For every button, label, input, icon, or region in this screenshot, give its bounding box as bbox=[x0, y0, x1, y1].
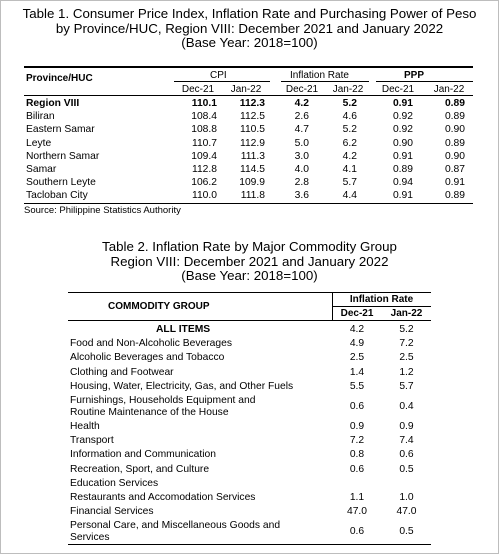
table2-cell: 0.5 bbox=[399, 463, 414, 475]
table2-cell: 0.6 bbox=[399, 449, 414, 461]
table2-row-name-line: Food and Non-Alcoholic Beverages bbox=[70, 338, 232, 350]
table1-row-name: Southern Leyte bbox=[26, 177, 96, 189]
table1-cell: 110.1 bbox=[191, 98, 217, 109]
table1-cell: 0.91 bbox=[444, 177, 465, 189]
table2-row-name-line: Personal Care, and Miscellaneous Goods and bbox=[70, 520, 281, 532]
table2-inflation-header: Inflation Rate bbox=[349, 294, 414, 305]
table1-row-name: Leyte bbox=[26, 137, 52, 149]
table1-cell: 106.2 bbox=[191, 177, 217, 189]
table2-cell: 1.4 bbox=[349, 366, 365, 378]
table2-row-name-line: ALL ITEMS bbox=[156, 324, 211, 335]
table1-cell: 110.7 bbox=[191, 137, 217, 149]
table2-row-name bbox=[70, 478, 318, 490]
table2-row-name bbox=[70, 435, 318, 447]
table1-row bbox=[24, 151, 473, 163]
table1-cell: 5.2 bbox=[342, 98, 357, 109]
table2-row-name-line: Services bbox=[70, 532, 110, 544]
table1-row-name: Samar bbox=[26, 164, 57, 175]
table2-cell: 0.6 bbox=[349, 463, 365, 475]
table2-inflation-underline bbox=[332, 306, 431, 307]
table1-row-name: Tacloban City bbox=[26, 190, 88, 202]
table1-cell: 4.2 bbox=[294, 98, 309, 109]
table1-cell: 112.9 bbox=[239, 137, 265, 149]
table1-cell: 0.91 bbox=[392, 190, 413, 202]
table1-cell: 110.5 bbox=[239, 124, 265, 136]
table2-row-name-line: Furnishings, Households Equipment and bbox=[70, 395, 256, 406]
table2-group-header: COMMODITY GROUP bbox=[108, 301, 210, 312]
table1-cell: 109.4 bbox=[191, 150, 217, 162]
table2-row-name bbox=[70, 352, 318, 364]
table2-cell: 47.0 bbox=[346, 506, 368, 518]
table1-cell: 0.89 bbox=[444, 190, 465, 202]
table2-cell: 7.4 bbox=[399, 435, 414, 447]
table1-cell: 4.2 bbox=[342, 150, 357, 162]
table2-top-rule bbox=[68, 292, 431, 293]
table1-cell: 0.87 bbox=[444, 164, 465, 175]
source-note: Source: Philippine Statistics Authority bbox=[24, 205, 181, 216]
table2-row-name-line: Information and Communication bbox=[70, 449, 216, 461]
table1-cell: 0.89 bbox=[444, 137, 465, 149]
table2-col1-header: Dec-21 bbox=[340, 308, 374, 319]
table2-row-name-line: Routine Maintenance of the House bbox=[70, 407, 229, 418]
table1-cell: 4.4 bbox=[342, 190, 357, 202]
table1-subheader: Dec-21 bbox=[181, 84, 215, 95]
table2-cell: 1.1 bbox=[349, 492, 365, 503]
table2-cell: 4.9 bbox=[349, 338, 365, 350]
table2-row-name bbox=[70, 449, 318, 461]
table1-cell: 0.89 bbox=[444, 111, 465, 123]
table1-cpi-underline bbox=[174, 81, 270, 82]
table1-title-line: by Province/HUC, Region VIII: December 2021 and January 2022 bbox=[55, 20, 444, 36]
table2-row-name-line: Education Services bbox=[70, 477, 159, 489]
table2-row-name bbox=[70, 381, 318, 393]
table1-subheader: Dec-21 bbox=[381, 84, 415, 95]
table2-row-name-line: Restaurants and Accomodation Services bbox=[70, 492, 256, 503]
table2-row-name-line: Housing, Water, Electricity, Gas, and Other Fuels bbox=[70, 380, 294, 392]
table2-row-name bbox=[70, 506, 318, 518]
table2-row-name bbox=[70, 338, 318, 350]
table2-cell: 4.2 bbox=[349, 324, 365, 335]
table1-cell: 112.5 bbox=[239, 111, 265, 123]
table1-row bbox=[24, 190, 473, 202]
table2-cell: 5.2 bbox=[399, 324, 414, 335]
table1-header-rule bbox=[24, 95, 473, 96]
table1-cell: 110.0 bbox=[191, 190, 217, 202]
table1-cell: 0.92 bbox=[392, 111, 413, 123]
table2-row-name bbox=[70, 421, 318, 433]
table2-row-name bbox=[70, 395, 318, 419]
table1-subheader: Dec-21 bbox=[285, 84, 319, 95]
table1-cell: 4.1 bbox=[342, 164, 357, 175]
table1-cell: 5.0 bbox=[294, 137, 309, 149]
table2-title-line: Region VIII: December 2021 and January 2022 bbox=[110, 253, 389, 269]
table2-cell: 7.2 bbox=[349, 435, 365, 447]
table1-cell: 108.8 bbox=[191, 124, 217, 136]
table1-title bbox=[0, 7, 499, 51]
table1-cell: 0.94 bbox=[392, 177, 413, 189]
table1-inflation-header: Inflation Rate bbox=[290, 70, 349, 81]
table2-row-name bbox=[70, 520, 318, 544]
table2-row-name-line: Transport bbox=[70, 435, 114, 447]
table1-cell: 0.90 bbox=[444, 124, 465, 136]
table1-ppp-header: PPP bbox=[404, 70, 425, 81]
table1-cell: 2.8 bbox=[294, 177, 309, 189]
table1-subheader: Jan-22 bbox=[433, 84, 465, 95]
table2-row-name-line: Financial Services bbox=[70, 506, 154, 518]
table2-title-line: Table 2. Inflation Rate by Major Commodity Group bbox=[102, 239, 397, 254]
table1-row bbox=[24, 124, 473, 136]
table1-cell: 5.7 bbox=[342, 177, 357, 189]
table2-bottom-rule bbox=[68, 544, 431, 545]
table1-row-name: Eastern Samar bbox=[26, 124, 95, 136]
table1-row bbox=[24, 111, 473, 123]
table2-cell: 5.7 bbox=[399, 380, 414, 392]
table1-cell: 109.9 bbox=[239, 177, 265, 189]
table1-cell: 2.6 bbox=[294, 111, 309, 123]
table2-cell: 1.0 bbox=[399, 492, 414, 503]
table1-row-name: Region VIII bbox=[26, 98, 80, 109]
table2-header-rule bbox=[68, 320, 431, 321]
table2-cell: 47.0 bbox=[396, 506, 417, 518]
table2-row-name-line: Recreation, Sport, and Culture bbox=[70, 463, 210, 475]
table1-subheader: Jan-22 bbox=[332, 84, 364, 95]
table2-cell: 5.5 bbox=[349, 380, 365, 392]
table1-cell: 112.8 bbox=[191, 164, 217, 175]
table1-row-name: Northern Samar bbox=[26, 150, 100, 162]
table1-row-name: Biliran bbox=[26, 111, 55, 123]
table2-cell: 0.9 bbox=[399, 421, 414, 432]
table1-cell: 4.0 bbox=[294, 164, 309, 175]
table1-cell: 4.7 bbox=[294, 124, 309, 136]
table1-cell: 0.91 bbox=[392, 150, 413, 162]
table2-row-name-line: Health bbox=[70, 421, 100, 432]
table2-row-name bbox=[70, 367, 318, 379]
table1-inflation-underline bbox=[281, 81, 369, 82]
table1-ppp-underline bbox=[376, 81, 473, 82]
table2-cell: 0.5 bbox=[399, 526, 414, 538]
table1-cell: 0.90 bbox=[392, 137, 413, 149]
table2-cell: 0.6 bbox=[349, 526, 365, 538]
table1-cell: 112.3 bbox=[239, 98, 265, 109]
table1-row bbox=[24, 164, 473, 176]
table2-col2-header: Jan-22 bbox=[390, 308, 423, 319]
table1-title-line: Table 1. Consumer Price Index, Inflation Rate and Purchasing Power of Peso bbox=[22, 6, 477, 21]
table2-cell: 0.8 bbox=[349, 449, 365, 461]
table1-cell: 111.8 bbox=[240, 190, 265, 202]
table1-row bbox=[24, 138, 473, 150]
table1-top-rule bbox=[24, 66, 473, 68]
table2-cell: 0.4 bbox=[399, 401, 414, 412]
table1-cell: 3.6 bbox=[294, 190, 309, 202]
table1-cell: 5.2 bbox=[342, 124, 357, 136]
table2-cell: 0.6 bbox=[349, 401, 365, 412]
table2-row-name bbox=[70, 492, 318, 504]
table2-row-name-line: Alcoholic Beverages and Tobacco bbox=[70, 352, 225, 364]
table2-title-line: (Base Year: 2018=100) bbox=[181, 268, 318, 283]
table1-cell: 0.92 bbox=[392, 124, 413, 136]
table1-cell: 114.5 bbox=[239, 164, 265, 175]
table2-row-name-line: Clothing and Footwear bbox=[70, 366, 174, 378]
table1-cell: 0.89 bbox=[392, 164, 413, 175]
table1-cell: 6.2 bbox=[342, 137, 357, 149]
table1-cpi-header: CPI bbox=[210, 70, 227, 81]
table1-cell: 3.0 bbox=[294, 150, 309, 162]
table1-cell: 0.91 bbox=[392, 98, 413, 109]
table2-row-name bbox=[70, 464, 318, 476]
table1-cell: 108.4 bbox=[191, 111, 217, 123]
table2-title bbox=[0, 240, 499, 284]
table2-cell: 7.2 bbox=[399, 338, 414, 350]
table1-row bbox=[24, 98, 473, 110]
table1-cell: 0.89 bbox=[444, 98, 465, 109]
table2-cell: 1.2 bbox=[399, 366, 414, 378]
table1-subheader: Jan-22 bbox=[230, 84, 262, 95]
table1-title-line: (Base Year: 2018=100) bbox=[181, 35, 318, 50]
table2-cell: 2.5 bbox=[349, 352, 365, 364]
table1-cell: 0.90 bbox=[444, 150, 465, 162]
table2-cell: 2.5 bbox=[399, 352, 414, 364]
table1-cell: 111.3 bbox=[240, 150, 265, 162]
table1-bottom-rule bbox=[24, 203, 473, 204]
table2-cell: 0.9 bbox=[349, 421, 365, 432]
table1-row bbox=[24, 177, 473, 189]
table1-province-header: Province/HUC bbox=[26, 73, 93, 84]
table1-cell: 4.6 bbox=[342, 111, 357, 123]
